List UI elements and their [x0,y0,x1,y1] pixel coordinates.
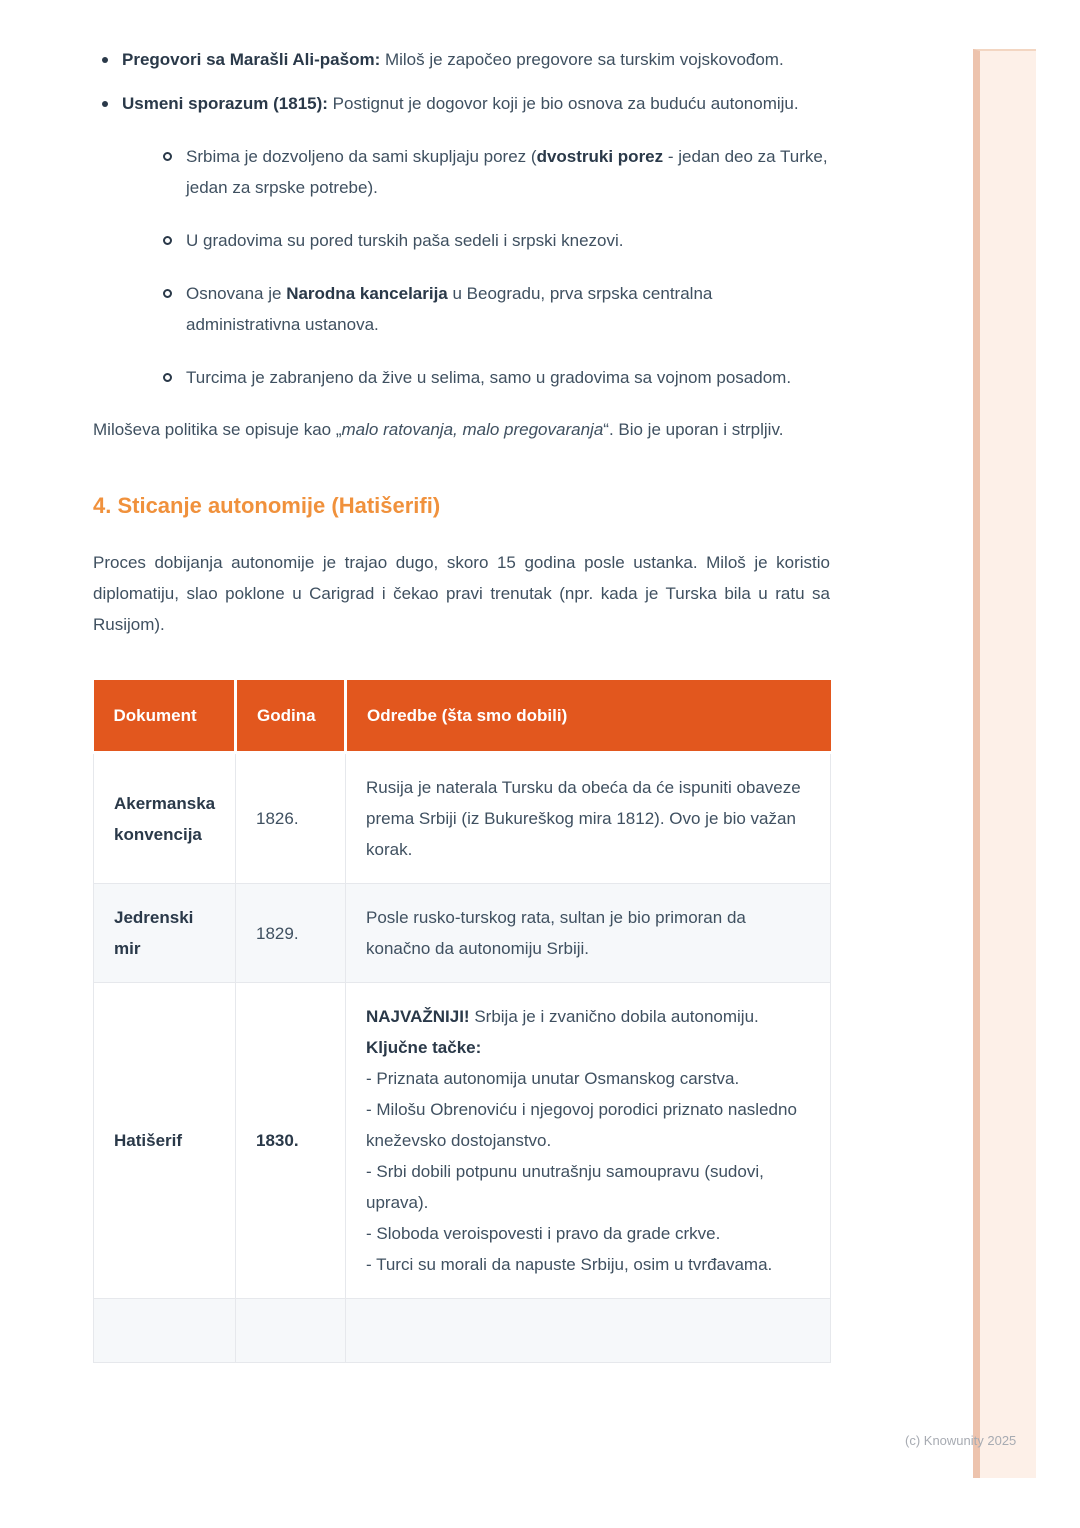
paragraph-text: “. Bio je uporan i strpljiv. [603,420,784,439]
sub-item-text: u Beogradu, prva srpska centralna administrativna ustanova. [186,284,713,334]
table-row [94,753,831,884]
paragraph-quote-italic: malo ratovanja, malo pregovaranja [341,420,604,439]
column-header-dokument: Dokument [94,680,236,753]
list-item-lead: Pregovori sa Marašli Ali-pašom: [122,50,381,69]
list-item [93,44,830,75]
bullet-list [93,44,830,393]
sub-list-item [157,362,830,393]
odredbe-point: - Milošu Obrenoviću i njegovoj porodici priznato nasledno kneževsko dostojanstvo. [366,1100,797,1150]
summary-paragraph [93,414,830,445]
list-item-text: Miloš je započeo pregovore sa turskim vojskovođom. [380,50,784,69]
bullet-circle-icon [163,152,172,161]
column-header-odredbe: Odredbe (šta smo dobili) [346,680,831,753]
cell-godina [236,1299,346,1363]
sub-item-text: U gradovima su pored turskih paša sedeli i srpski knezovi. [186,231,624,250]
list-item [93,88,830,393]
table-row [94,884,831,983]
odredbe-point: - Turci su morali da napuste Srbiju, osim u tvrđavama. [366,1255,773,1274]
sub-item-bold: dvostruki porez [536,147,664,166]
sub-bullet-list [157,141,830,393]
cell-godina: 1826. [236,753,346,884]
cell-odredbe [346,1299,831,1363]
cell-dokument: Akermanska konvencija [94,753,236,884]
bullet-dot-icon [102,57,108,63]
odredbe-lead-bold: NAJVAŽNIJI! [366,1007,470,1026]
sub-item-text: Turcima je zabranjeno da žive u selima, samo u gradovima sa vojnom posadom. [186,368,792,387]
bullet-dot-icon [102,101,108,107]
bullet-circle-icon [163,289,172,298]
odredbe-subheading: Ključne tačke: [366,1038,482,1057]
sub-list-item [157,278,830,340]
sub-item-text: - jedan deo za Turke, jedan za srpske potrebe). [186,147,828,197]
bullet-circle-icon [163,236,172,245]
sub-list-item [157,225,830,256]
cell-odredbe: Rusija je naterala Tursku da obeća da će ispuniti obaveze prema Srbiji (iz Bukureškog mira 1812). Ovo je bio važan korak. [346,753,831,884]
odredbe-lead-rest: Srbija je i zvanično dobila autonomiju. [469,1007,759,1026]
documents-table [93,680,831,1363]
sub-item-text: Srbima je dozvoljeno da sami skupljaju porez ( [186,147,537,166]
sub-item-text: Osnovana je [186,284,287,303]
list-item-lead: Usmeni sporazum (1815): [122,94,328,113]
odredbe-lead-line [366,1001,810,1032]
section-heading: 4. Sticanje autonomije (Hatišerifi) [93,493,441,518]
odredbe-point: - Priznata autonomija unutar Osmanskog carstva. [366,1069,740,1088]
list-item-text: Postignut je dogovor koji je bio osnova za buduću autonomiju. [327,94,799,113]
sub-list-item [157,141,830,203]
cell-godina: 1829. [236,884,346,983]
cell-odredbe: Posle rusko-turskog rata, sultan je bio primoran da konačno da autonomiju Srbiji. [346,884,831,983]
sub-item-bold: Narodna kancelarija [286,284,448,303]
section-intro-paragraph: Proces dobijanja autonomije je trajao dugo, skoro 15 godina posle ustanka. Miloš je koristio diplomatiju, slao poklone u Carigrad i čekao pravi trenutak (npr. kada je Turska bila u ratu sa Rusijom). [93,553,830,634]
cell-dokument: Hatišerif [94,983,236,1299]
cell-dokument: Jedrenski mir [94,884,236,983]
right-margin-stripe [973,49,1036,1478]
document-content [93,44,830,1363]
column-header-godina: Godina [236,680,346,753]
cell-dokument [94,1299,236,1363]
cell-odredbe [346,983,831,1299]
copyright-watermark: (c) Knowunity 2025 [905,1433,1017,1448]
bullet-circle-icon [163,373,172,382]
cell-godina: 1830. [236,983,346,1299]
table-row-empty [94,1299,831,1363]
odredbe-point: - Sloboda veroispovesti i pravo da grade crkve. [366,1224,721,1243]
table-row [94,983,831,1299]
paragraph-text: Miloševa politika se opisuje kao „ [93,420,342,439]
odredbe-point: - Srbi dobili potpunu unutrašnju samoupravu (sudovi, uprava). [366,1162,764,1212]
table-header-row [94,680,831,753]
